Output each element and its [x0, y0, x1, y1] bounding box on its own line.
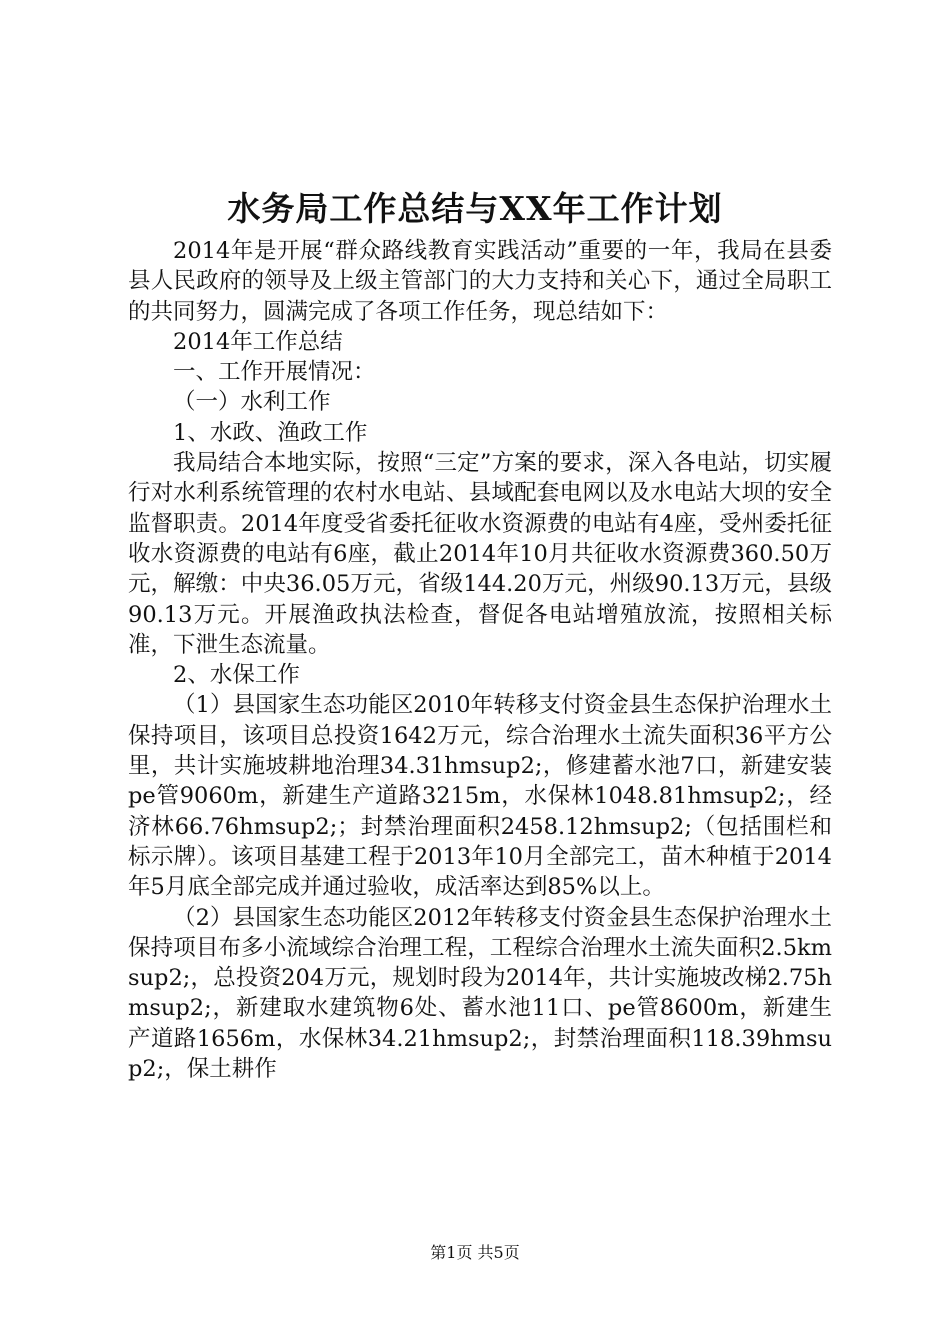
- heading-soil-conservation: 2、水保工作: [173, 662, 300, 689]
- document-body: [128, 236, 832, 1084]
- paragraph-intro: 2014年是开展“群众路线教育实践活动”重要的一年，我局在县委县人民政府的领导及上级主管部门的大力支持和关心下，通过全局职工的共同努力，圆满完成了各项工作任务，现总结如下：: [128, 238, 832, 325]
- heading-water-conservancy: （一）水利工作: [173, 389, 331, 416]
- heading-2014-summary: 2014年工作总结: [173, 328, 343, 355]
- heading-section-1: 一、工作开展情况：: [173, 359, 376, 386]
- paragraph-project-1: （1）县国家生态功能区2010年转移支付资金县生态保护治理水土保持项目，该项目总投资1642万元，综合治理水土流失面积36平方公里，共计实施坡耕地治理34.31hmsup2;，修建蓄水池7口，新建安装pe管9060m，新建生产道路3215m，水保林1048.81hmsup2;，经济林66.76hmsup2;；封禁治理面积2458.12hmsup2;（包括围栏和标示牌）。该项目基建工程于2013年10月全部完工，苗木种植于2014年5月底全部完成并通过验收，成活率达到85%以上。: [128, 692, 832, 901]
- document-title: 水务局工作总结与XX年工作计划: [227, 189, 723, 228]
- paragraph-water-fishery-admin: 我局结合本地实际，按照“三定”方案的要求，深入各电站，切实履行对水利系统管理的农村水电站、县域配套电网以及水电站大坝的安全监督职责。2014年度受省委托征收水资源费的电站有4座，受州委托征收水资源费的电站有6座，截止2014年10月共征收水资源费360.50万元，解缴：中央36.05万元，省级144.20万元，州级90.13万元，县级90.13万元。开展渔政执法检查，督促各电站增殖放流，按照相关标准，下泄生态流量。: [128, 450, 832, 658]
- page-number: 第1页 共5页: [430, 1243, 520, 1262]
- heading-water-fishery-admin: 1、水政、渔政工作: [173, 419, 368, 446]
- paragraph-project-2: （2）县国家生态功能区2012年转移支付资金县生态保护治理水土保持项目布多小流域综合治理工程，工程综合治理水土流失面积2.5kmsup2;，总投资204万元，规划时段为2014年，共计实施坡改梯2.75hmsup2;，新建取水建筑物6处、蓄水池11口、pe管8600m，新建生产道路1656m，水保林34.21hmsup2;，封禁治理面积118.39hmsup2;，保土耕作: [128, 904, 832, 1083]
